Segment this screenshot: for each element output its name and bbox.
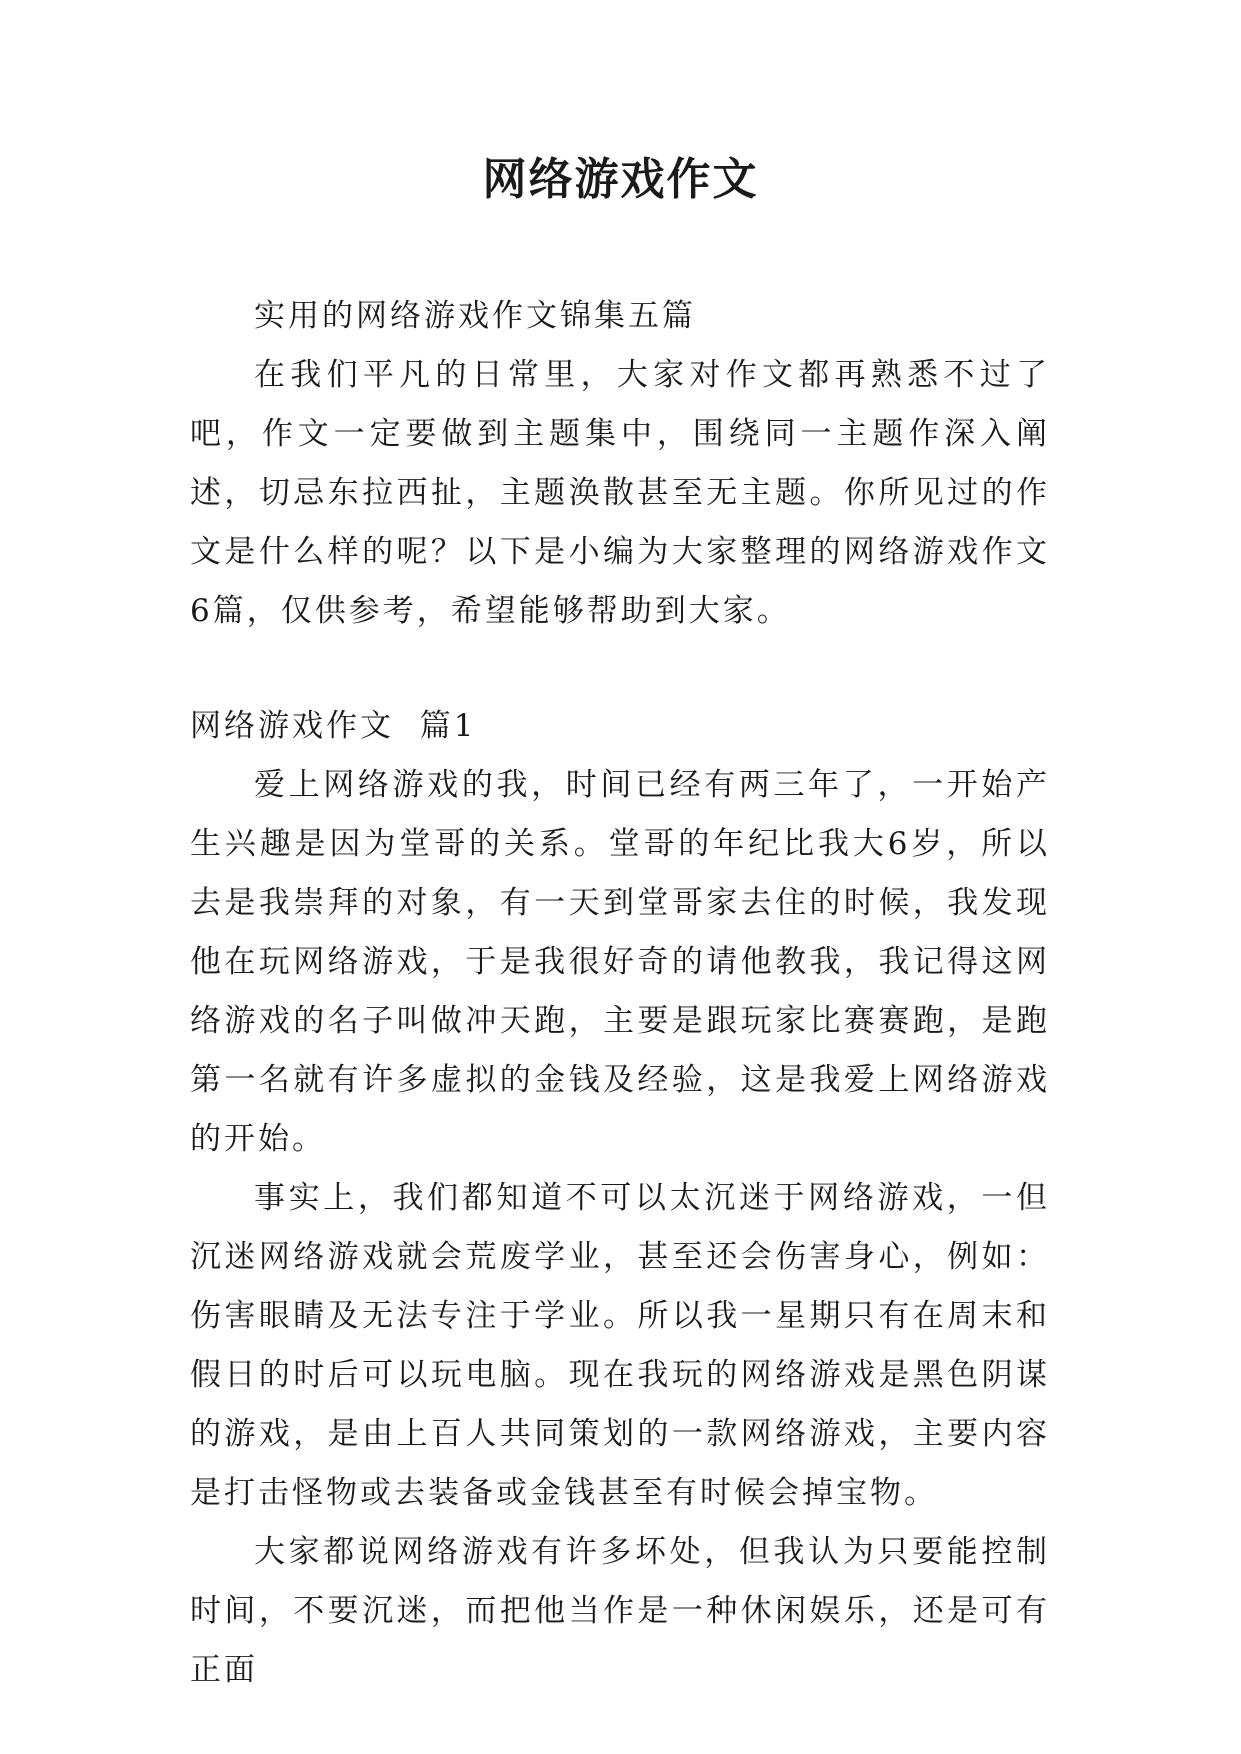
body-paragraph: 爱上网络游戏的我，时间已经有两三年了，一开始产生兴趣是因为堂哥的关系。堂哥的年纪比我大6岁，所以去是我崇拜的对象，有一天到堂哥家去住的时候，我发现他在玩网络游戏，于是我很好奇的请他教我，我记得这网络游戏的名子叫做冲天跑，主要是跟玩家比赛赛跑，是跑第一名就有许多虚拟的金钱及经验，这是我爱上网络游戏的开始。	[190, 767, 1050, 1157]
body-paragraph: 大家都说网络游戏有许多坏处，但我认为只要能控制时间，不要沉迷，而把他当作是一种休闲娱乐，还是可有正面	[190, 1534, 1050, 1688]
intro-paragraph: 在我们平凡的日常里，大家对作文都再熟悉不过了吧，作文一定要做到主题集中，围绕同一主题作深入阐述，切忌东拉西扯，主题涣散甚至无主题。你所见过的作文是什么样的呢？以下是小编为大家整理的网络游戏作文6篇，仅供参考，希望能够帮助到大家。	[190, 357, 1050, 629]
document-subtitle: 实用的网络游戏作文锦集五篇	[254, 298, 696, 334]
document-body	[190, 287, 1050, 1700]
section-heading: 网络游戏作文 篇1	[190, 708, 477, 744]
document-title: 网络游戏作文	[482, 154, 759, 205]
body-paragraph: 事实上，我们都知道不可以太沉迷于网络游戏，一但沉迷网络游戏就会荒废学业，甚至还会伤害身心，例如：伤害眼睛及无法专注于学业。所以我一星期只有在周末和假日的时后可以玩电脑。现在我玩的网络游戏是黑色阴谋的游戏，是由上百人共同策划的一款网络游戏，主要内容是打击怪物或去装备或金钱甚至有时候会掉宝物。	[190, 1180, 1050, 1511]
section-spacer	[190, 641, 1050, 697]
